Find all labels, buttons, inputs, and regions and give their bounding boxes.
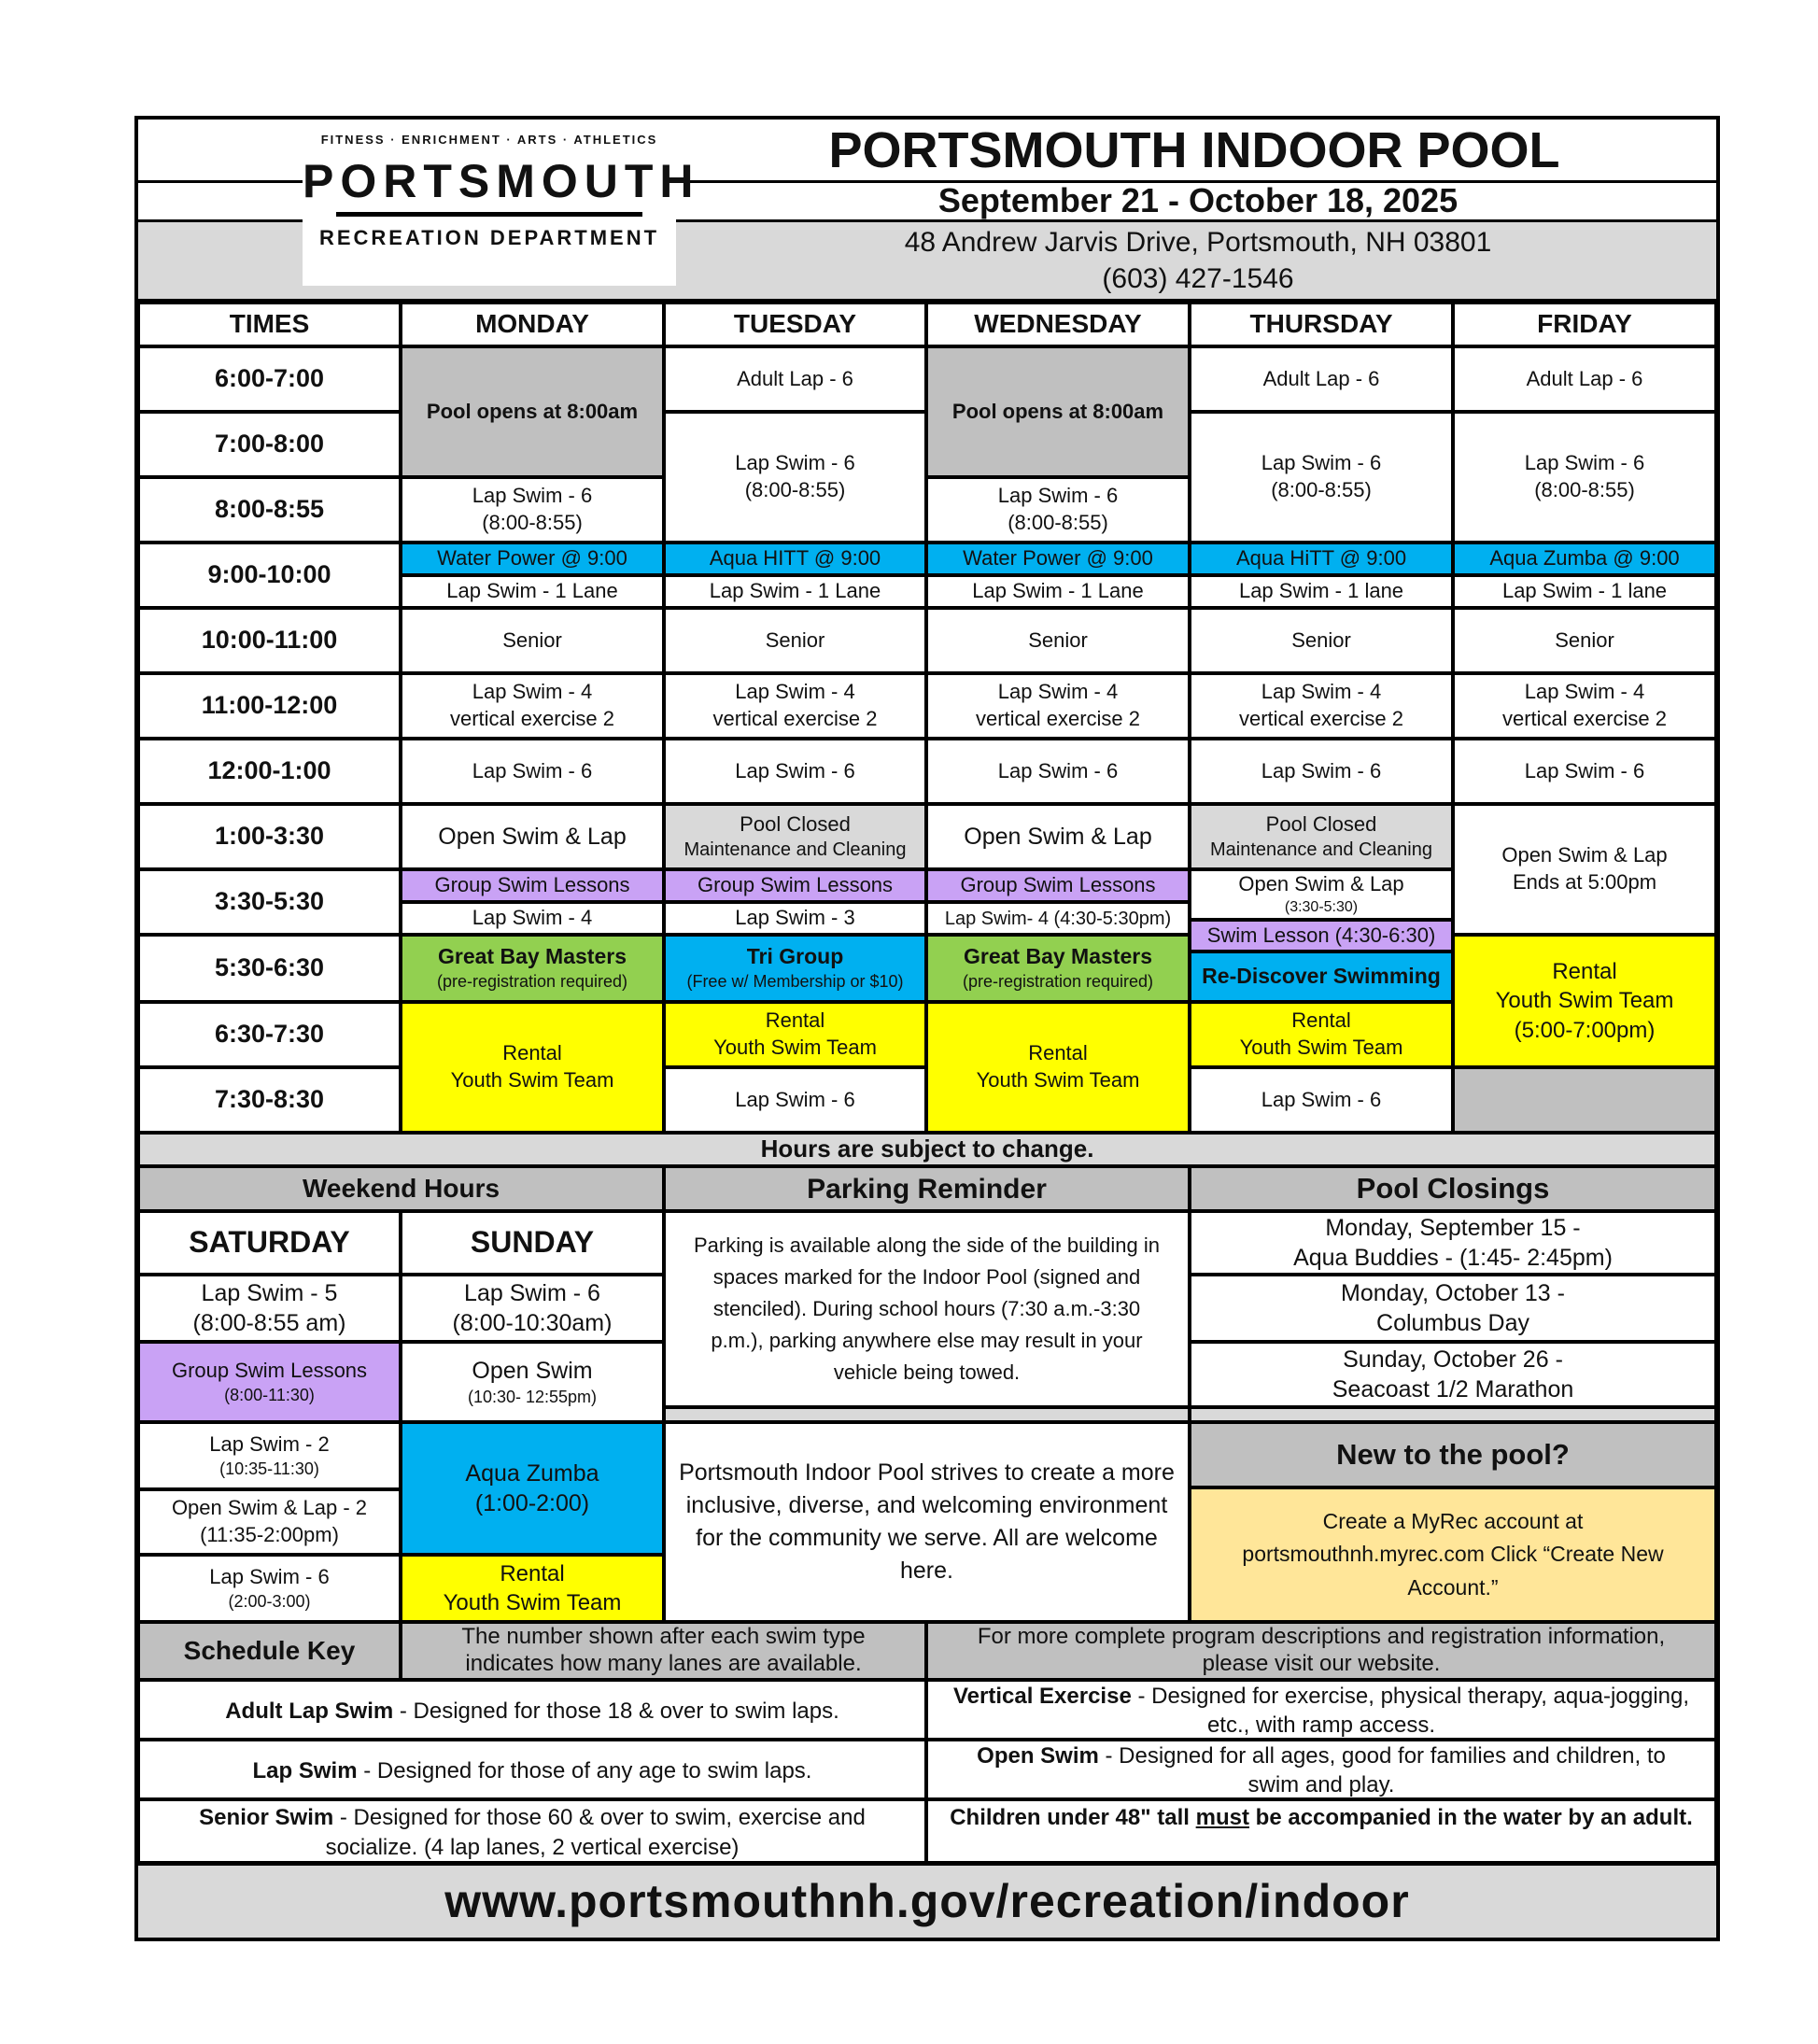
- tue-late-lap: Lap Swim - 6: [664, 1067, 926, 1133]
- tue-senior: Senior: [664, 608, 926, 673]
- fri-open-end: Ends at 5:00pm: [1512, 870, 1657, 894]
- closing-item: [1190, 1275, 1716, 1342]
- closings-divider: [1190, 1407, 1716, 1422]
- inclusion-statement: Portsmouth Indoor Pool strives to create a more inclusive, diverse, and welcoming environment for the community we serve. All are welcome here.: [664, 1422, 1190, 1622]
- fri-lap4-label: Lap Swim - 4: [1524, 680, 1645, 704]
- tue-rental: [664, 1002, 926, 1067]
- time-slot: 7:00-8:00: [138, 412, 401, 477]
- key-adult-lap: [138, 1680, 926, 1740]
- key-vertical: [926, 1680, 1716, 1740]
- tue-aqua-hitt: Aqua HITT @ 9:00: [664, 543, 926, 575]
- time-slot: 9:00-10:00: [138, 543, 401, 608]
- schedule-key-more: For more complete program descriptions and registration information, please visit our website.: [926, 1622, 1716, 1680]
- sun-open-swim: [401, 1342, 664, 1422]
- fri-senior: Senior: [1453, 608, 1716, 673]
- wed-lap4-label: Lap Swim - 4: [997, 680, 1119, 704]
- fri-lap-vertical: [1453, 673, 1716, 739]
- col-wednesday: WEDNESDAY: [926, 303, 1190, 346]
- wed-rental: [926, 1002, 1190, 1133]
- address: 48 Andrew Jarvis Drive, Portsmouth, NH 03801: [904, 227, 1492, 258]
- child-rule-must: must: [1195, 1805, 1249, 1830]
- parking-text: Parking is available along the side of the building in spaces marked for the Indoor Pool (signed and stenciled). During school hours (7:30 a.m.-3:30 p.m.), parking anywhere else may result in your vehicle being towed.: [664, 1211, 1190, 1407]
- tue-lap4-label: Lap Swim - 4: [735, 680, 855, 704]
- wed-lap-time: (8:00-8:55): [1008, 511, 1108, 534]
- logo-rule: [336, 212, 642, 217]
- col-times: TIMES: [138, 303, 401, 346]
- new-to-pool-text: Create a MyRec account at portsmouthnh.myrec.com Click “Create New Account.”: [1190, 1487, 1716, 1622]
- closing-item: [1190, 1342, 1716, 1407]
- mon-gbm-note: (pre-registration required): [436, 972, 628, 992]
- logo-dept: RECREATION DEPARTMENT: [318, 226, 660, 249]
- parking-title: Parking Reminder: [664, 1166, 1190, 1211]
- mon-rental: [401, 1002, 664, 1133]
- sat-open-label: Open Swim & Lap - 2: [171, 1496, 368, 1520]
- mon-lap-swim: [401, 477, 664, 543]
- thu-open-swim: [1190, 869, 1453, 920]
- thu-rental-team: Youth Swim Team: [1239, 1036, 1403, 1059]
- closings-title: Pool Closings: [1190, 1166, 1716, 1211]
- wed-lap-label: Lap Swim - 6: [997, 484, 1119, 508]
- thu-rental-label: Rental: [1291, 1008, 1351, 1033]
- tue-lap-time: (8:00-8:55): [744, 478, 846, 501]
- wed-pool-opens: Pool opens at 8:00am: [926, 346, 1190, 477]
- thu-closed-note: Maintenance and Cleaning: [1210, 839, 1432, 861]
- sun-open-time: (10:30- 12:55pm): [467, 1387, 598, 1406]
- date-range: September 21 - October 18, 2025: [138, 183, 1716, 222]
- thu-adult-lap: Adult Lap - 6: [1190, 346, 1453, 412]
- mon-lap4-label: Lap Swim - 4: [472, 680, 593, 704]
- mon-lap-four: Lap Swim - 4: [401, 902, 664, 935]
- thu-lap-vertical: [1190, 673, 1453, 739]
- key-adult-term: Adult Lap Swim: [225, 1699, 394, 1724]
- wed-senior: Senior: [926, 608, 1190, 673]
- sat-lap2-label: Lap Swim - 2: [209, 1432, 330, 1456]
- sun-rental: [401, 1555, 664, 1622]
- thu-lap-six: Lap Swim - 6: [1190, 739, 1453, 804]
- wed-lap-four: Lap Swim- 4 (4:30-5:30pm): [926, 902, 1190, 935]
- sat-lap6-label: Lap Swim - 6: [209, 1565, 330, 1588]
- parking-divider: [664, 1407, 1190, 1422]
- fri-empty-slot: [1453, 1067, 1716, 1133]
- new-to-pool-title: New to the pool?: [1190, 1422, 1716, 1487]
- hours-notice: Hours are subject to change.: [138, 1133, 1716, 1166]
- mon-pool-opens: Pool opens at 8:00am: [401, 346, 664, 477]
- key-children-rule: [926, 1799, 1716, 1863]
- wed-vertical-label: vertical exercise 2: [975, 707, 1141, 730]
- mon-group-lessons: Group Swim Lessons: [401, 869, 664, 902]
- thu-pool-closed: [1190, 804, 1453, 869]
- col-friday: FRIDAY: [1453, 303, 1716, 346]
- fri-adult-lap: Adult Lap - 6: [1453, 346, 1716, 412]
- key-vert-def: - Designed for exercise, physical therapy, aqua-jogging, etc., with ramp access.: [1131, 1684, 1690, 1739]
- col-tuesday: TUESDAY: [664, 303, 926, 346]
- sat-lap-swim: [138, 1275, 401, 1342]
- phone: (603) 427-1546: [1102, 263, 1294, 294]
- sun-lap-swim: [401, 1275, 664, 1342]
- thu-lap4-label: Lap Swim - 4: [1261, 680, 1382, 704]
- time-slot: 11:00-12:00: [138, 673, 401, 739]
- sunday-header: SUNDAY: [401, 1211, 664, 1275]
- key-open-swim: [926, 1740, 1716, 1799]
- wed-lap-lane: Lap Swim - 1 Lane: [926, 575, 1190, 608]
- col-monday: MONDAY: [401, 303, 664, 346]
- fri-lap-swim: [1453, 412, 1716, 543]
- sun-rental-label: Rental: [500, 1560, 565, 1586]
- tue-lap-vertical: [664, 673, 926, 739]
- tue-vertical-label: vertical exercise 2: [712, 707, 878, 730]
- fri-lap-time: (8:00-8:55): [1534, 478, 1635, 501]
- sat-lap2-time: (10:35-11:30): [219, 1459, 319, 1478]
- sat-group-lessons: [138, 1342, 401, 1422]
- child-rule-c: be accompanied in the water by an adult.: [1249, 1805, 1693, 1830]
- thu-lap-time: (8:00-8:55): [1271, 478, 1372, 501]
- thu-senior: Senior: [1190, 608, 1453, 673]
- thu-closed-label: Pool Closed: [1265, 811, 1377, 836]
- mon-vertical-label: vertical exercise 2: [449, 707, 615, 730]
- mon-water-power: Water Power @ 9:00: [401, 543, 664, 575]
- time-slot: 3:30-5:30: [138, 869, 401, 935]
- sun-zumba-time: (1:00-2:00): [474, 1490, 590, 1516]
- thu-aqua-hitt: Aqua HiTT @ 9:00: [1190, 543, 1453, 575]
- website-link[interactable]: www.portsmouthnh.gov/recreation/indoor: [138, 1863, 1716, 1938]
- closing-reason: Seacoast 1/2 Marathon: [1332, 1376, 1574, 1403]
- tue-pool-closed: [664, 804, 926, 869]
- thu-lap-swim: [1190, 412, 1453, 543]
- wed-lap-vertical: [926, 673, 1190, 739]
- tue-closed-note: Maintenance and Cleaning: [684, 839, 907, 861]
- tue-lap-six: Lap Swim - 6: [664, 739, 926, 804]
- time-slot: 10:00-11:00: [138, 608, 401, 673]
- mon-lap-label: Lap Swim - 6: [472, 484, 593, 508]
- sat-open-swim: [138, 1489, 401, 1555]
- sat-lap-two: [138, 1422, 401, 1489]
- tue-group-lessons: Group Swim Lessons: [664, 869, 926, 902]
- sat-lap-six: [138, 1555, 401, 1622]
- schedule-key-note: The number shown after each swim type indicates how many lanes are available.: [401, 1622, 926, 1680]
- tue-adult-lap: Adult Lap - 6: [664, 346, 926, 412]
- thu-open-label: Open Swim & Lap: [1238, 872, 1404, 896]
- wed-great-bay-masters: [926, 935, 1190, 1002]
- wed-gbm-note: (pre-registration required): [962, 972, 1154, 992]
- key-lap-def: - Designed for those of any age to swim laps.: [357, 1758, 812, 1783]
- sat-open-time: (11:35-2:00pm): [200, 1523, 339, 1546]
- tue-tri-label: Tri Group: [746, 944, 844, 969]
- tue-tri-note: (Free w/ Membership or $10): [686, 972, 904, 992]
- mon-gbm-label: Great Bay Masters: [438, 944, 627, 969]
- closing-item: [1190, 1211, 1716, 1275]
- sat-gsl-time: (8:00-11:30): [224, 1385, 315, 1404]
- key-senior-def: - Designed for those 60 & over to swim, exercise and socialize. (4 lap lanes, 2 vertical exercise): [325, 1805, 866, 1861]
- fri-open-swim: [1453, 804, 1716, 935]
- logo-tagline: FITNESS · ENRICHMENT · ARTS · ATHLETICS: [320, 133, 658, 147]
- page-title: PORTSMOUTH INDOOR POOL: [828, 122, 1560, 178]
- thu-open-time: (3:30-5:30): [1284, 898, 1359, 915]
- wed-lap-swim: [926, 477, 1190, 543]
- fri-lap-six: Lap Swim - 6: [1453, 739, 1716, 804]
- tue-closed-label: Pool Closed: [740, 811, 851, 836]
- mon-lap-time: (8:00-8:55): [482, 511, 583, 534]
- mon-senior: Senior: [401, 608, 664, 673]
- fri-open-label: Open Swim & Lap: [1501, 843, 1668, 867]
- thu-rental: [1190, 1002, 1453, 1067]
- sun-zumba-label: Aqua Zumba: [465, 1459, 599, 1487]
- rec-department-logo: [303, 127, 700, 286]
- mon-great-bay-masters: [401, 935, 664, 1002]
- thu-lap-lane: Lap Swim - 1 lane: [1190, 575, 1453, 608]
- mon-rental-label: Rental: [502, 1041, 562, 1065]
- mon-lap-lane: Lap Swim - 1 Lane: [401, 575, 664, 608]
- thu-swim-lesson: Swim Lesson (4:30-6:30): [1190, 920, 1453, 952]
- closing-date: Monday, October 13 -: [1341, 1279, 1565, 1306]
- sat-lap-label: Lap Swim - 5: [201, 1279, 338, 1306]
- sat-lap-time: (8:00-8:55 am): [192, 1310, 346, 1336]
- thu-lap-label: Lap Swim - 6: [1261, 451, 1382, 475]
- sun-lap-time: (8:00-10:30am): [452, 1310, 613, 1336]
- time-slot: 8:00-8:55: [138, 477, 401, 543]
- tue-rental-team: Youth Swim Team: [713, 1036, 877, 1059]
- fri-rental-label: Rental: [1552, 959, 1617, 985]
- tue-lap-swim: [664, 412, 926, 543]
- wed-water-power: Water Power @ 9:00: [926, 543, 1190, 575]
- tue-tri-group: [664, 935, 926, 1002]
- mon-rental-team: Youth Swim Team: [450, 1068, 614, 1092]
- schedule-key-title: Schedule Key: [138, 1622, 401, 1680]
- closing-date: Sunday, October 26 -: [1343, 1346, 1563, 1373]
- wed-rental-label: Rental: [1028, 1041, 1088, 1065]
- thu-rediscover-swimming: Re-Discover Swimming: [1190, 952, 1453, 1002]
- wed-rental-team: Youth Swim Team: [976, 1068, 1140, 1092]
- fri-rental-time: (5:00-7:00pm): [1514, 1017, 1656, 1043]
- wed-gbm-label: Great Bay Masters: [964, 944, 1152, 969]
- time-slot: 5:30-6:30: [138, 935, 401, 1002]
- sun-lap-label: Lap Swim - 6: [464, 1279, 600, 1306]
- fri-aqua-zumba: Aqua Zumba @ 9:00: [1453, 543, 1716, 575]
- sun-rental-team: Youth Swim Team: [443, 1590, 622, 1615]
- thu-late-lap: Lap Swim - 6: [1190, 1067, 1453, 1133]
- fri-lap-lane: Lap Swim - 1 lane: [1453, 575, 1716, 608]
- key-senior-term: Senior Swim: [199, 1805, 334, 1830]
- sat-gsl-label: Group Swim Lessons: [171, 1359, 368, 1382]
- mon-open-swim: Open Swim & Lap: [401, 804, 664, 869]
- fri-rental: [1453, 935, 1716, 1067]
- closing-date: Monday, September 15 -: [1325, 1214, 1581, 1241]
- thu-vertical-label: vertical exercise 2: [1238, 707, 1404, 730]
- sat-lap6-time: (2:00-3:00): [228, 1591, 311, 1611]
- key-open-term: Open Swim: [977, 1743, 1099, 1769]
- saturday-header: SATURDAY: [138, 1211, 401, 1275]
- time-slot: 7:30-8:30: [138, 1067, 401, 1133]
- fri-lap-label: Lap Swim - 6: [1524, 451, 1645, 475]
- time-slot: 6:00-7:00: [138, 346, 401, 412]
- logo-name: PORTSMOUTH: [303, 155, 700, 207]
- tue-lap-label: Lap Swim - 6: [735, 451, 855, 475]
- time-slot: 1:00-3:30: [138, 804, 401, 869]
- key-senior-swim: [138, 1799, 926, 1863]
- tue-lap-lane: Lap Swim - 1 Lane: [664, 575, 926, 608]
- mon-lap-six: Lap Swim - 6: [401, 739, 664, 804]
- child-rule-a: Children under 48" tall: [950, 1805, 1196, 1830]
- fri-vertical-label: vertical exercise 2: [1501, 707, 1668, 730]
- fri-rental-team: Youth Swim Team: [1495, 988, 1674, 1014]
- key-adult-def: - Designed for those 18 & over to swim laps.: [393, 1699, 839, 1724]
- wed-lap-six: Lap Swim - 6: [926, 739, 1190, 804]
- key-vert-term: Vertical Exercise: [952, 1684, 1132, 1709]
- tue-lap-three: Lap Swim - 3: [664, 902, 926, 935]
- mon-lap-vertical: [401, 673, 664, 739]
- closing-reason: Columbus Day: [1376, 1310, 1529, 1336]
- wed-group-lessons: Group Swim Lessons: [926, 869, 1190, 902]
- sun-open-label: Open Swim: [472, 1358, 593, 1385]
- weekend-title: Weekend Hours: [138, 1166, 664, 1211]
- time-slot: 6:30-7:30: [138, 1002, 401, 1067]
- key-open-def: - Designed for all ages, good for families and children, to swim and play.: [1098, 1743, 1666, 1798]
- sun-aqua-zumba: [401, 1422, 664, 1555]
- time-slot: 12:00-1:00: [138, 739, 401, 804]
- col-thursday: THURSDAY: [1190, 303, 1453, 346]
- key-lap-term: Lap Swim: [252, 1758, 358, 1783]
- key-lap-swim: [138, 1740, 926, 1799]
- tue-rental-label: Rental: [765, 1008, 825, 1033]
- closing-reason: Aqua Buddies - (1:45- 2:45pm): [1293, 1245, 1613, 1271]
- wed-open-swim: Open Swim & Lap: [926, 804, 1190, 869]
